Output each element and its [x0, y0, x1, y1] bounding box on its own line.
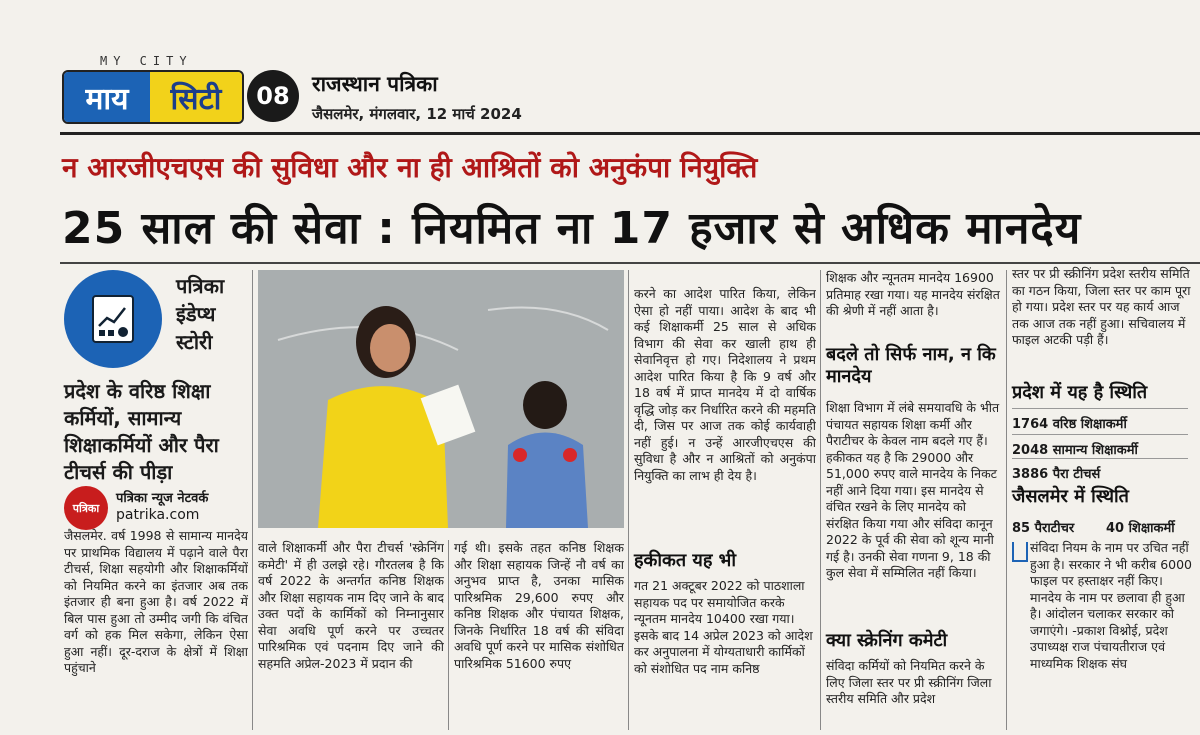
column1-body: जैसलमेर. वर्ष 1998 से सामान्य मानदेय पर प्राथमिक विद्यालय में पढ़ाने वाले पैरा टीचर्स, शिक्षा सहयोगी और शिक्षाकर्मियों को नियमित करने का इंतजार अब तक इंतजार ही बना हुआ है। वर्ष 2022 में बिल पास हुआ तो उम्मीद जगी कि वंचित वर्ग को हक मिल सकेगा, लेकिन ऐसा हुआ नहीं। दूर-दराज के क्षेत्रों में शिक्षा पहुंचाने	[64, 528, 248, 675]
stat-divider	[1012, 458, 1188, 459]
column-divider	[628, 270, 629, 730]
newspaper-name: राजस्थान पत्रिका	[312, 72, 438, 96]
pradesh-stat-3: 3886 पैरा टीचर्स	[1012, 467, 1101, 482]
stat-divider	[1012, 434, 1188, 435]
page-number: 08	[247, 70, 299, 122]
column3-continued-body: गई थी। इसके तहत कनिष्ठ शिक्षक और शिक्षा सहायक जिन्हें नौ वर्ष का अनुभव प्राप्त है, उनका मासिक पारिश्रमिक 29,600 रुपए और कनिष्ठ शिक्षक और पंचायत शिक्षक, जिनके निर्धारित 18 वर्ष की संविदा अवधि पूर्ण करने पर मासिक संशोधित पारिश्रमिक 51600 रुपए	[454, 540, 624, 671]
section-logo-part1: माय	[64, 72, 150, 122]
hakikat-body: गत 21 अक्टूबर 2022 को पाठशाला सहायक पद पर समायोजित करके न्यूनतम मानदेय 10400 रखा गया। इसके बाद 14 अप्रेल 2023 को आदेश कर अनुपालना में योग्यताधारी कार्मिकों को संशोधित पद नाम कनिष्ठ	[634, 578, 813, 676]
mycity-small-label: MY CITY	[100, 54, 193, 68]
patrika-logo: पत्रिका	[64, 486, 108, 530]
pradesh-stat-1: 1764 वरिष्ठ शिक्षाकर्मी	[1012, 417, 1127, 432]
section-logo-part2: सिटी	[150, 72, 242, 122]
column4-body: शिक्षक और न्यूनतम मानदेय 16900 प्रतिमाह रखा गया। यह मानदेय संरक्षित की श्रेणी में नहीं आता है।	[826, 270, 1000, 318]
dateline: जैसलमेर, मंगलवार, 12 मार्च 2024	[312, 105, 522, 123]
index-story-line1: पत्रिका	[176, 274, 225, 298]
column3-body: करने का आदेश पारित किया, लेकिन ऐसा हो नहीं पाया। आदेश के बाद भी कई शिक्षाकर्मी 25 साल से अधिक विभाग की सेवा कर खाली हाथ ही सेवानिवृत्त हो गए। निदेशालय ने प्रथम आदेश पारित किया है कि 9 वर्ष और 18 वर्ष में प्राप्त मानदेय में दो वार्षिक वृद्धि जोड़ कर निर्धारित करने की महमति दी, जिस पर आज तक कोई कार्यवाही नहीं हुई। न उन्हें आरजीएचएस की सुविधा है और न आश्रितों को अनुकंपा नियुक्ति का लाभ ही देय है।	[634, 286, 816, 483]
column-divider	[448, 540, 449, 730]
pradesh-stat-2: 2048 सामान्य शिक्षाकर्मी	[1012, 443, 1138, 458]
byline-network: पत्रिका न्यूज नेटवर्क	[116, 491, 209, 506]
column5-body: स्तर पर प्री स्क्रीनिंग प्रदेश स्तरीय समिति का गठन किया, जिला स्तर पर काम पूरा हो गया। प्रदेश स्तर पर यह कार्य आज तक आज तक नहीं हुआ। सचिवालय में फाइल अटकी पड़ी हैं।	[1012, 266, 1191, 347]
jaisalmer-stat-2: 40 शिक्षाकर्मी	[1106, 521, 1175, 536]
report-chart-icon	[64, 270, 162, 368]
quote-body: संविदा नियम के नाम पर उचित नहीं हुआ है। सरकार ने भी करीब 6000 फाइल पर हस्ताक्षर नहीं किए। मानदेय के नाम पर छलावा ही हुआ है। आंदोलन चलाकर सरकार को जगाएंगे। -प्रकाश विश्नोई, प्रदेश उपाध्यक्ष राज पंचायतीराज एवं माध्यमिक शिक्षक संघ	[1030, 540, 1192, 671]
subhead-badle: बदले तो सिर्फ नाम, न कि मानदेय	[826, 344, 996, 387]
masthead-rule	[60, 132, 1200, 135]
column2-body: वाले शिक्षाकर्मी और पैरा टीचर्स 'स्क्रेनिंग कमेटी' में ही उलझे रहे। गौरतलब है कि वर्ष 2022 के अन्तर्गत कनिष्ठ शिक्षक और शिक्षा सहायक नाम दिए जाने के बाद उक्त पदों के कार्मिकों को निम्नानुसार सेवा अवधि पूर्ण करने पर उच्चतर पारिश्रमिक एवं पदनाम दिए जाने की सहमति अप्रेल-2023 में प्रदान की	[258, 540, 444, 671]
subhead-hakikat: हकीकत यह भी	[634, 550, 736, 571]
index-story-line3: स्टोरी	[176, 330, 213, 354]
teacher-student-photo	[258, 270, 624, 528]
jaisalmer-stat-1: 85 पैराटीचर	[1012, 521, 1075, 536]
badle-body: शिक्षा विभाग में लंबे समयावधि के भीत पंचायत सहायक शिक्षा कर्मी और पैराटीचर के केवल नाम बदले गए हैं। हकीकत यह है कि 29000 और 51,000 रुपए वाले मानदेय के निकट नहीं आने दिया गया। इस मानदेय से वंचित रखने के लिए मानदेय को संरक्षित किया गया और संविदा कानून 2022 के पूर्व की सेवा को शून्य मानी गई है। उनकी सेवा गणना 9, 18 की कुल सेवा में सम्मिलित नहीं किया।	[826, 400, 1000, 580]
subhead-jaisalmer-status: जैसलमेर में स्थिति	[1012, 486, 1129, 507]
byline-site: patrika.com	[116, 507, 200, 523]
column-divider	[252, 270, 253, 730]
kicker-headline: न आरजीएचएस की सुविधा और ना ही आश्रितों को अनुकंपा नियुक्ति	[62, 151, 758, 184]
column-divider	[1006, 270, 1007, 730]
subhead-pradesh-status: प्रदेश में यह है स्थिति	[1012, 382, 1148, 403]
section-logo	[62, 70, 244, 124]
column-divider	[820, 270, 821, 730]
lead-summary: प्रदेश के वरिष्ठ शिक्षा कर्मियों, सामान्य शिक्षाकर्मियों और पैरा टीचर्स की पीड़ा	[64, 379, 219, 484]
quote-icon	[1012, 542, 1028, 562]
headline-rule	[60, 262, 1200, 264]
subhead-screening: क्या स्क्रेनिंग कमेटी	[826, 630, 948, 651]
stat-divider	[1012, 408, 1188, 409]
index-story-label	[176, 272, 224, 356]
index-story-line2: इंडेप्थ	[176, 302, 216, 326]
main-headline: 25 साल की सेवा : नियमित ना 17 हजार से अधिक मानदेय	[62, 203, 1082, 254]
screening-body: संविदा कर्मियों को नियमित करने के लिए जिला स्तर पर प्री स्क्रीनिंग जिला स्तरीय समिति और प्रदेश	[826, 658, 992, 706]
